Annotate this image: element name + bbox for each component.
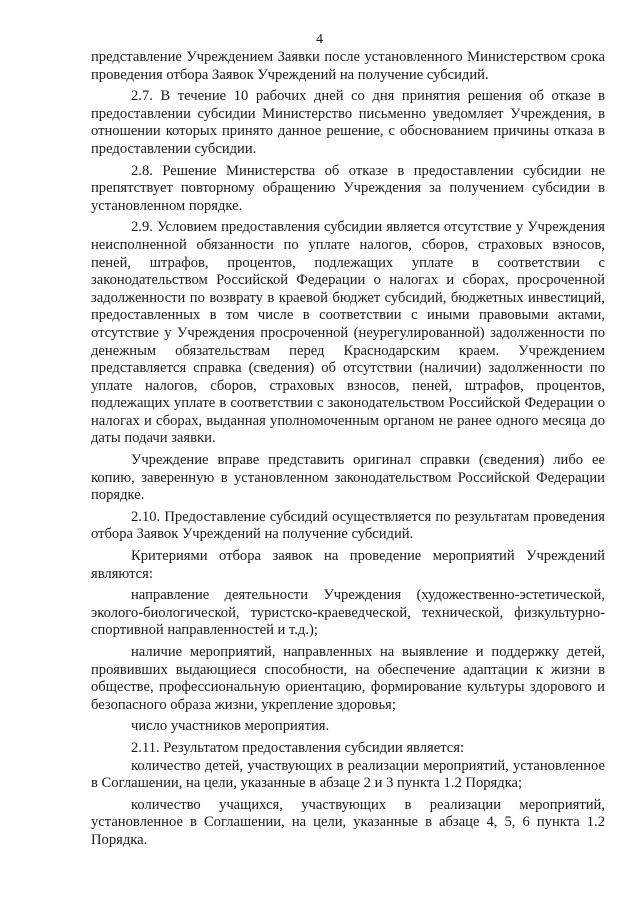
paragraph: количество учащихся, участвующих в реализации мероприятий, установленное в Соглашении, на цели, указанные в абзаце 4, 5, 6 пункта 1.2 Порядка. (91, 796, 605, 848)
paragraph: число участников мероприятия. (131, 718, 330, 735)
paragraph: Критериями отбора заявок на проведение мероприятий Учреждений являются: (91, 548, 605, 582)
paragraph: представление Учреждением Заявки после установленного Министерством срока проведения отбора Заявок Учреждений на получение субсидий. (91, 49, 605, 83)
paragraph: 2.11. Результатом предоставления субсидии является: (131, 739, 465, 756)
paragraph: 2.10. Предоставление субсидий осуществляется по результатам проведения отбора Заявок Учреждений на получение субсидий. (91, 508, 605, 543)
paragraph: 2.7. В течение 10 рабочих дней со дня принятия решения об отказе в предоставлении субсидии Министерство письменно уведомляет Учреждения, в отношении которых принято данное решение, с обоснованием причины отказа в предоставлении субсидии. (91, 88, 605, 157)
paragraph: 2.9. Условием предоставления субсидии является отсутствие у Учреждения неисполненной обязанности по уплате налогов, сборов, страховых взносов, пеней, штрафов, процентов, подлежащих уплате в соответствии с законодательством Российской Федерации о налогах и сборах, просроченной задолженности по возврату в краевой бюджет субсидий, бюджетных инвестиций, предоставленных в том числе в соответствии с иными правовыми актами, отсутствие у Учреждения просроченной (неурегулированной) задолженности по денежным обязательствам перед Краснодарским краем. Учреждением представляется справка (сведения) об отсутствии (наличии) задолженности по уплате налогов, сборов, страховых взносов, пеней, штрафов, процентов, подлежащих уплате в соответствии с законодательством Российской Федерации о налогах и сборах, выданная уполномоченным органом не ранее одного месяца до даты подачи заявки. (91, 219, 605, 447)
paragraph: Учреждение вправе представить оригинал справки (сведения) либо ее копию, заверенную в установленном законодательством Российской Федерации порядке. (91, 452, 605, 504)
paragraph: направление деятельности Учреждения (художественно-эстетической, эколого-биологической, туристско-краеведческой, технической, физкультурно-спортивной направленностей и т.д.); (91, 587, 605, 639)
page-number: 4 (316, 32, 323, 47)
paragraph: 2.8. Решение Министерства об отказе в предоставлении субсидии не препятствует повторному обращению Учреждения за получением субсидии в установленном порядке. (91, 162, 605, 214)
paragraph: наличие мероприятий, направленных на выявление и поддержку детей, проявивших выдающиеся способности, на обеспечение адаптации к жизни в обществе, профессиональную ориентацию, формирование культуры здорового и безопасного образа жизни, укрепление здоровья; (91, 644, 605, 713)
paragraph: количество детей, участвующих в реализации мероприятий, установленное в Соглашении, на цели, указанные в абзаце 2 и 3 пункта 1.2 Порядка; (91, 757, 605, 792)
document-body (91, 49, 605, 850)
